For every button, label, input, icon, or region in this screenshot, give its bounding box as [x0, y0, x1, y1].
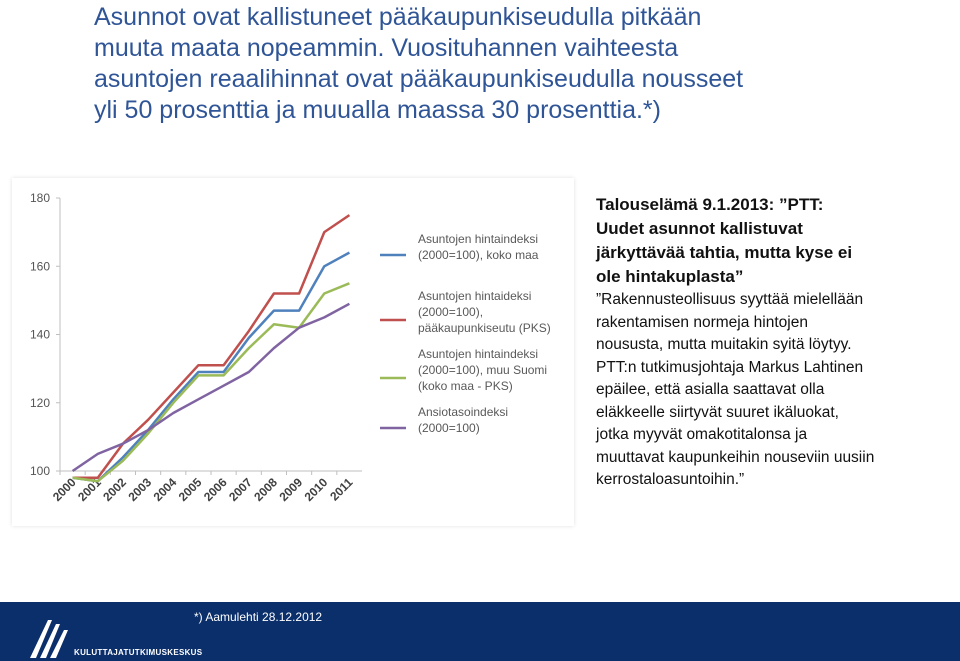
x-tick-label: 2007 — [226, 475, 255, 505]
article-body-line: muuttavat kaupunkeihin nouseviin uusiin — [596, 448, 875, 466]
x-tick-label: 2000 — [49, 475, 79, 505]
footer-bar — [0, 602, 960, 661]
legend-label: Asuntojen hintaindeksi — [418, 347, 539, 361]
x-tick-label: 2010 — [301, 475, 331, 505]
article-body-line: jotka myyvät omakotitalonsa ja — [596, 426, 808, 443]
legend-label: (2000=100), koko maa — [418, 248, 539, 262]
article-headline-line: ole hintakuplasta” — [596, 267, 744, 286]
y-tick-label: 140 — [29, 327, 50, 342]
chart-panel — [12, 178, 574, 526]
article-headline-line: järkyttävää tahtia, mutta kyse ei — [596, 243, 853, 262]
legend-label: pääkaupunkiseutu (PKS) — [418, 321, 551, 335]
headline-line: yli 50 prosenttia ja muualla maassa 30 prosenttia.*) — [94, 96, 661, 124]
article-body-line: rakentamisen normeja hintojen — [596, 313, 808, 331]
legend-label: (2000=100), muu Suomi — [418, 363, 548, 377]
series-line-3 — [73, 283, 350, 481]
article-body-line: epäilee, että asialla saattavat olla — [596, 381, 825, 398]
x-tick-label: 2001 — [75, 475, 104, 505]
x-tick-label: 2008 — [251, 475, 281, 505]
article-body-line: noususta, mutta muitakin syitä löytyy. — [596, 336, 852, 353]
y-tick-label: 160 — [29, 259, 50, 274]
article-body-line: kerrostaloasuntoihin.” — [596, 471, 745, 488]
series-line-2 — [73, 215, 350, 478]
x-tick-label: 2004 — [150, 475, 180, 505]
x-tick-label: 2009 — [276, 475, 306, 505]
article-excerpt — [596, 193, 946, 492]
legend-label: Asuntojen hintaindeksi — [418, 232, 539, 246]
legend-label: (koko maa - PKS) — [418, 379, 513, 393]
x-tick-label: 2005 — [175, 475, 205, 505]
headline-line: muuta maata nopeammin. Vuosituhannen vaihteesta — [94, 34, 679, 62]
x-tick-label: 2011 — [327, 475, 356, 504]
article-body-line: ”Rakennusteollisuus syyttää mielellään — [596, 291, 864, 308]
headline-line: Asunnot ovat kallistuneet pääkaupunkiseudulla pitkään — [94, 3, 702, 31]
logo-text: KULUTTAJATUTKIMUSKESKUS — [74, 648, 203, 657]
article-body-line: PTT:n tutkimusjohtaja Markus Lahtinen — [596, 358, 864, 376]
article-body-line: eläkkeelle siirtyvät suuret ikäluokat, — [596, 403, 839, 421]
footnote: *) Aamulehti 28.12.2012 — [194, 610, 323, 624]
x-tick-label: 2002 — [100, 475, 130, 505]
headline — [94, 2, 934, 126]
logo-icon — [28, 614, 72, 658]
legend-label: (2000=100), — [418, 305, 484, 319]
y-tick-label: 120 — [29, 395, 50, 410]
headline-line: asuntojen reaalihinnat ovat pääkaupunkiseudulla nousseet — [94, 65, 744, 93]
series-line-4 — [73, 304, 350, 471]
legend-label: (2000=100) — [418, 421, 480, 435]
article-source: Talouselämä 9.1.2013: ”PTT: — [596, 195, 824, 214]
legend-label: Asuntojen hintaideksi — [418, 289, 532, 303]
legend-label: Ansiotasoindeksi — [418, 405, 509, 419]
y-tick-label: 180 — [29, 191, 50, 205]
line-chart — [12, 178, 574, 526]
y-tick-label: 100 — [29, 464, 50, 478]
x-tick-label: 2006 — [200, 475, 230, 505]
x-tick-label: 2003 — [125, 475, 155, 505]
article-headline-line: Uudet asunnot kallistuvat — [596, 219, 803, 238]
